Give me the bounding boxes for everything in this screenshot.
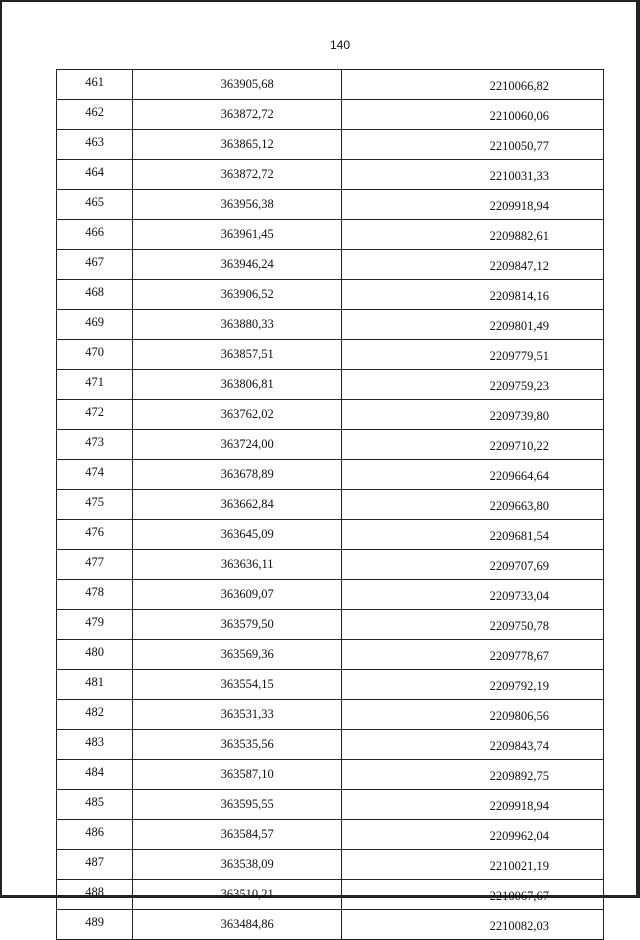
table-row — [57, 760, 604, 790]
point-number-cell: 468 — [57, 280, 133, 310]
x-coordinate-cell: 363905,68 — [133, 70, 342, 100]
table-row — [57, 370, 604, 400]
table-row — [57, 550, 604, 580]
table-row — [57, 280, 604, 310]
y-coordinate-cell: 2209801,49 — [342, 310, 604, 340]
x-coordinate-cell: 363538,09 — [133, 850, 342, 880]
scan-border-top — [0, 0, 640, 2]
y-coordinate-cell: 2209814,16 — [342, 280, 604, 310]
point-number-cell: 471 — [57, 370, 133, 400]
point-number-cell: 477 — [57, 550, 133, 580]
point-number-cell: 487 — [57, 850, 133, 880]
table-row — [57, 130, 604, 160]
table-row — [57, 460, 604, 490]
y-coordinate-cell: 2209750,78 — [342, 610, 604, 640]
x-coordinate-cell: 363961,45 — [133, 220, 342, 250]
point-number-cell: 472 — [57, 400, 133, 430]
y-coordinate-cell: 2209892,75 — [342, 760, 604, 790]
table-row — [57, 730, 604, 760]
point-number-cell: 489 — [57, 910, 133, 940]
x-coordinate-cell: 363857,51 — [133, 340, 342, 370]
y-coordinate-cell: 2209806,56 — [342, 700, 604, 730]
scan-border-right — [636, 0, 640, 898]
table-row — [57, 310, 604, 340]
point-number-cell: 462 — [57, 100, 133, 130]
x-coordinate-cell: 363762,02 — [133, 400, 342, 430]
y-coordinate-cell: 2209918,94 — [342, 190, 604, 220]
table-row — [57, 850, 604, 880]
table-row — [57, 490, 604, 520]
point-number-cell: 484 — [57, 760, 133, 790]
table-row — [57, 70, 604, 100]
table-row — [57, 250, 604, 280]
y-coordinate-cell: 2209779,51 — [342, 340, 604, 370]
y-coordinate-cell: 2209792,19 — [342, 670, 604, 700]
point-number-cell: 470 — [57, 340, 133, 370]
table-row — [57, 340, 604, 370]
x-coordinate-cell: 363531,33 — [133, 700, 342, 730]
point-number-cell: 482 — [57, 700, 133, 730]
x-coordinate-cell: 363806,81 — [133, 370, 342, 400]
point-number-cell: 464 — [57, 160, 133, 190]
point-number-cell: 461 — [57, 70, 133, 100]
y-coordinate-cell: 2209882,61 — [342, 220, 604, 250]
x-coordinate-cell: 363587,10 — [133, 760, 342, 790]
y-coordinate-cell: 2209664,64 — [342, 460, 604, 490]
y-coordinate-cell: 2209847,12 — [342, 250, 604, 280]
coordinates-table — [56, 69, 604, 940]
point-number-cell: 486 — [57, 820, 133, 850]
table-row — [57, 190, 604, 220]
table-row — [57, 430, 604, 460]
point-number-cell: 475 — [57, 490, 133, 520]
x-coordinate-cell: 363872,72 — [133, 160, 342, 190]
y-coordinate-cell: 2210067,67 — [342, 880, 604, 910]
y-coordinate-cell: 2210082,03 — [342, 910, 604, 940]
x-coordinate-cell: 363946,24 — [133, 250, 342, 280]
x-coordinate-cell: 363584,57 — [133, 820, 342, 850]
x-coordinate-cell: 363662,84 — [133, 490, 342, 520]
x-coordinate-cell: 363872,72 — [133, 100, 342, 130]
y-coordinate-cell: 2209707,69 — [342, 550, 604, 580]
y-coordinate-cell: 2209710,22 — [342, 430, 604, 460]
page-number: 140 — [330, 38, 351, 52]
point-number-cell: 474 — [57, 460, 133, 490]
x-coordinate-cell: 363554,15 — [133, 670, 342, 700]
table-row — [57, 220, 604, 250]
table-row — [57, 400, 604, 430]
x-coordinate-cell: 363956,38 — [133, 190, 342, 220]
table-row — [57, 670, 604, 700]
point-number-cell: 483 — [57, 730, 133, 760]
x-coordinate-cell: 363535,56 — [133, 730, 342, 760]
x-coordinate-cell: 363865,12 — [133, 130, 342, 160]
table-row — [57, 610, 604, 640]
y-coordinate-cell: 2209681,54 — [342, 520, 604, 550]
point-number-cell: 480 — [57, 640, 133, 670]
y-coordinate-cell: 2209739,80 — [342, 400, 604, 430]
x-coordinate-cell: 363595,55 — [133, 790, 342, 820]
point-number-cell: 478 — [57, 580, 133, 610]
y-coordinate-cell: 2209759,23 — [342, 370, 604, 400]
y-coordinate-cell: 2210021,19 — [342, 850, 604, 880]
table-row — [57, 580, 604, 610]
y-coordinate-cell: 2210066,82 — [342, 70, 604, 100]
table-row — [57, 640, 604, 670]
y-coordinate-cell: 2209778,67 — [342, 640, 604, 670]
point-number-cell: 488 — [57, 880, 133, 910]
point-number-cell: 465 — [57, 190, 133, 220]
x-coordinate-cell: 363579,50 — [133, 610, 342, 640]
coordinates-table-body — [57, 70, 604, 940]
x-coordinate-cell: 363569,36 — [133, 640, 342, 670]
y-coordinate-cell: 2209843,74 — [342, 730, 604, 760]
table-row — [57, 700, 604, 730]
table-row — [57, 790, 604, 820]
table-row — [57, 880, 604, 910]
point-number-cell: 481 — [57, 670, 133, 700]
x-coordinate-cell: 363724,00 — [133, 430, 342, 460]
y-coordinate-cell: 2209733,04 — [342, 580, 604, 610]
y-coordinate-cell: 2209962,04 — [342, 820, 604, 850]
table-row — [57, 820, 604, 850]
scan-border-left — [0, 0, 2, 898]
x-coordinate-cell: 363645,09 — [133, 520, 342, 550]
y-coordinate-cell: 2210050,77 — [342, 130, 604, 160]
y-coordinate-cell: 2210031,33 — [342, 160, 604, 190]
x-coordinate-cell: 363510,21 — [133, 880, 342, 910]
table-row — [57, 910, 604, 940]
point-number-cell: 476 — [57, 520, 133, 550]
x-coordinate-cell: 363678,89 — [133, 460, 342, 490]
table-row — [57, 520, 604, 550]
point-number-cell: 466 — [57, 220, 133, 250]
x-coordinate-cell: 363906,52 — [133, 280, 342, 310]
y-coordinate-cell: 2210060,06 — [342, 100, 604, 130]
y-coordinate-cell: 2209663,80 — [342, 490, 604, 520]
x-coordinate-cell: 363880,33 — [133, 310, 342, 340]
point-number-cell: 473 — [57, 430, 133, 460]
point-number-cell: 469 — [57, 310, 133, 340]
point-number-cell: 479 — [57, 610, 133, 640]
table-row — [57, 100, 604, 130]
point-number-cell: 485 — [57, 790, 133, 820]
x-coordinate-cell: 363484,86 — [133, 910, 342, 940]
point-number-cell: 467 — [57, 250, 133, 280]
x-coordinate-cell: 363609,07 — [133, 580, 342, 610]
point-number-cell: 463 — [57, 130, 133, 160]
table-row — [57, 160, 604, 190]
x-coordinate-cell: 363636,11 — [133, 550, 342, 580]
y-coordinate-cell: 2209918,94 — [342, 790, 604, 820]
